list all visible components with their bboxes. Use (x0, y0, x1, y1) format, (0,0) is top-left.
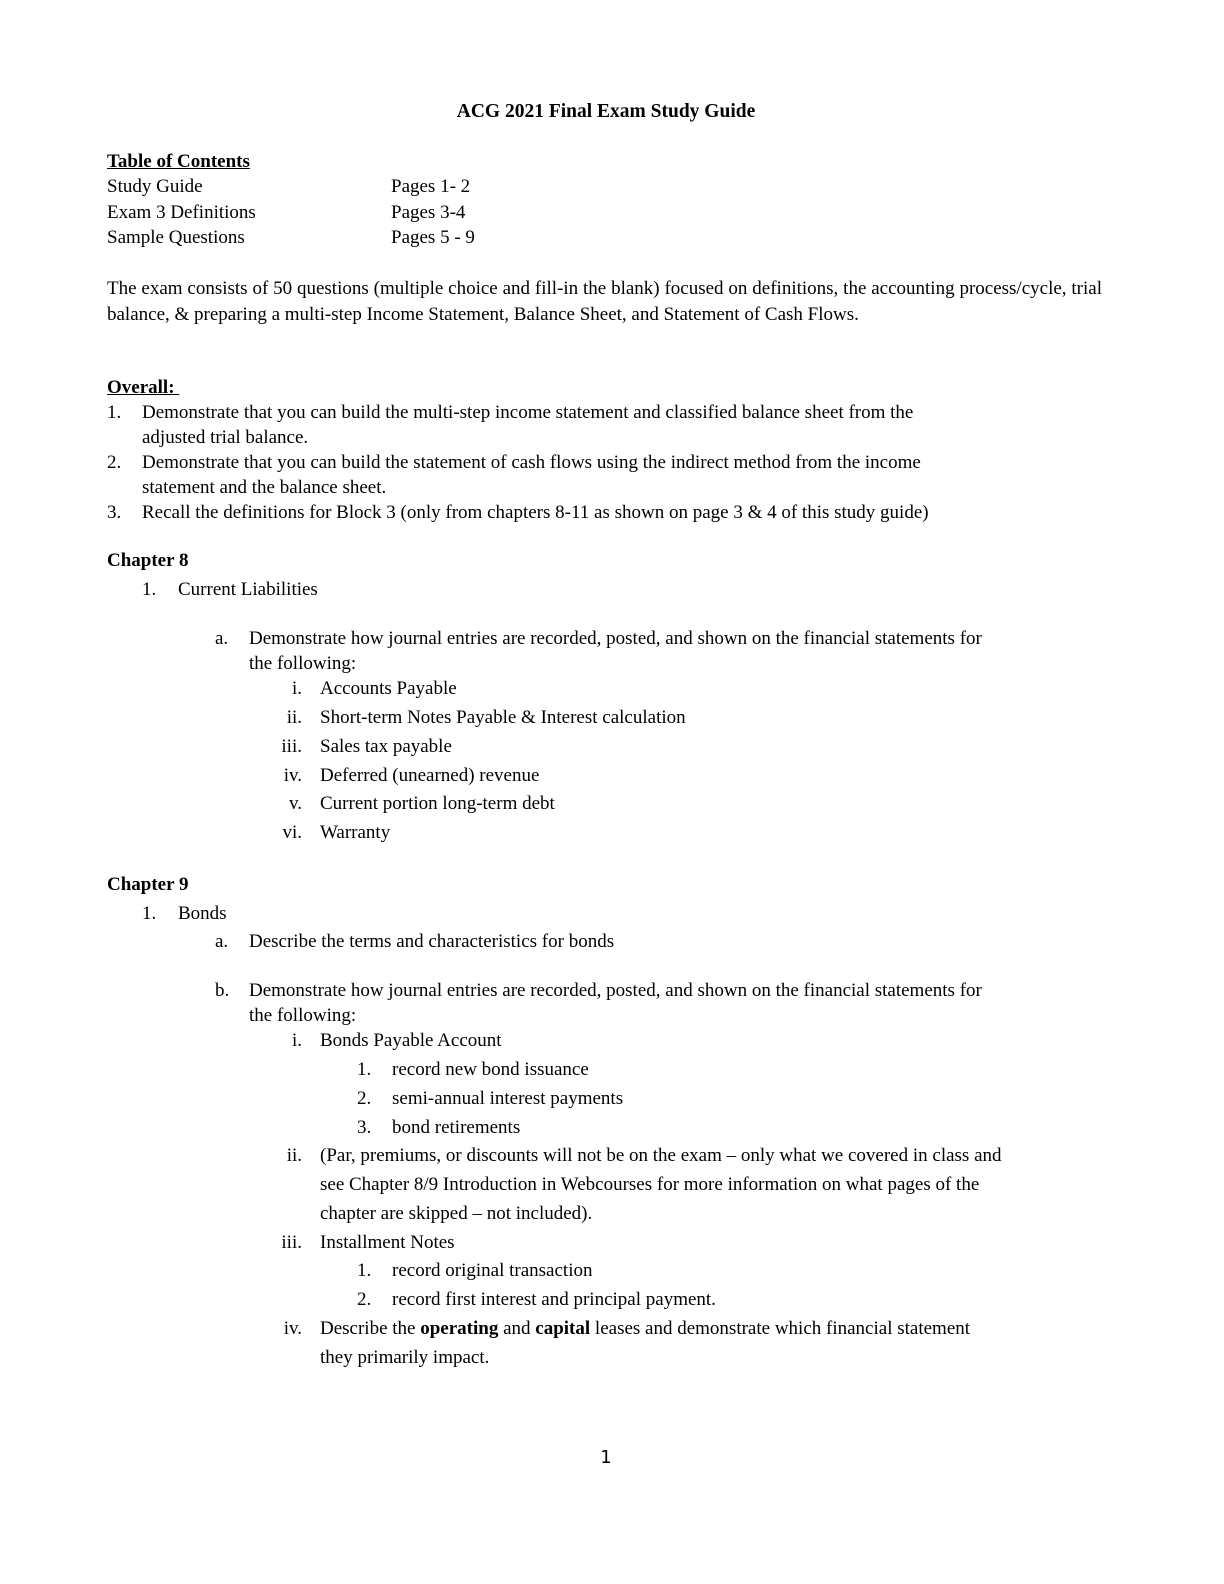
roman-numeral: iv. (283, 765, 302, 786)
text-run: leases and demonstrate which financial statement (590, 1318, 971, 1339)
list-number: 2. (107, 452, 122, 473)
list-number: 1. (357, 1059, 372, 1080)
list-item: Deferred (unearned) revenue (320, 765, 540, 786)
list-item: Accounts Payable (320, 678, 457, 699)
overall-heading: Overall: (107, 377, 180, 398)
toc-label: Exam 3 Definitions (107, 202, 256, 223)
roman-numeral: iii. (281, 736, 302, 757)
list-number: 1. (142, 903, 157, 924)
page-title: ACG 2021 Final Exam Study Guide (456, 101, 756, 122)
roman-numeral: ii. (286, 1145, 302, 1166)
list-number: 2. (357, 1289, 372, 1310)
toc-pages: Pages 3-4 (391, 202, 466, 223)
roman-numeral: ii. (286, 707, 302, 728)
list-item: (Par, premiums, or discounts will not be on the exam – only what we covered in class and (320, 1145, 1002, 1166)
list-item (320, 1318, 970, 1341)
roman-numeral: iv. (283, 1318, 302, 1339)
list-number: 3. (107, 502, 122, 523)
page-number: 1 (600, 1447, 612, 1468)
list-item-continued: the following: (249, 1005, 357, 1026)
roman-numeral: i. (291, 678, 302, 699)
list-item: Current portion long-term debt (320, 793, 555, 814)
chapter-9-heading: Chapter 9 (107, 874, 189, 895)
list-item: semi-annual interest payments (392, 1088, 624, 1109)
toc-label: Study Guide (107, 176, 203, 197)
toc-pages: Pages 5 - 9 (391, 227, 475, 248)
list-item: Demonstrate that you can build the statement of cash flows using the indirect method from the income (142, 452, 921, 473)
list-number: 2. (357, 1088, 372, 1109)
roman-numeral: v. (288, 793, 302, 814)
list-number: 3. (357, 1117, 372, 1138)
list-letter: a. (215, 931, 229, 952)
list-item: record original transaction (392, 1260, 593, 1281)
list-item: Recall the definitions for Block 3 (only from chapters 8-11 as shown on page 3 & 4 of this study guide) (142, 502, 929, 523)
list-item: Describe the terms and characteristics for bonds (249, 931, 615, 952)
list-item-continued: adjusted trial balance. (142, 427, 309, 448)
list-item: Demonstrate that you can build the multi-step income statement and classified balance sheet from the (142, 402, 914, 423)
toc-heading: Table of Contents (107, 151, 250, 172)
list-item-continued: statement and the balance sheet. (142, 477, 387, 498)
list-item: Bonds (178, 903, 227, 924)
list-item: Demonstrate how journal entries are recorded, posted, and shown on the financial statements for (249, 628, 982, 649)
list-item: Short-term Notes Payable & Interest calculation (320, 707, 686, 728)
list-item: record first interest and principal payment. (392, 1289, 716, 1310)
toc-pages: Pages 1- 2 (391, 176, 471, 197)
list-item: Bonds Payable Account (320, 1030, 502, 1051)
list-number: 1. (357, 1260, 372, 1281)
list-item: Warranty (320, 822, 391, 843)
text-run: Describe the (320, 1318, 421, 1339)
list-letter: b. (215, 980, 230, 1001)
toc-label: Sample Questions (107, 227, 245, 248)
list-item-continued: see Chapter 8/9 Introduction in Webcourses for more information on what pages of the (320, 1174, 980, 1195)
chapter-8-heading: Chapter 8 (107, 550, 189, 571)
list-item-continued: chapter are skipped – not included). (320, 1203, 593, 1224)
list-item: Demonstrate how journal entries are recorded, posted, and shown on the financial statements for (249, 980, 982, 1001)
list-item-continued: the following: (249, 653, 357, 674)
roman-numeral: vi. (282, 822, 302, 843)
list-number: 1. (107, 402, 122, 423)
roman-numeral: iii. (281, 1232, 302, 1253)
list-letter: a. (215, 628, 229, 649)
text-run: and (498, 1318, 536, 1339)
bold-term-capital: capital (535, 1318, 591, 1339)
list-item: record new bond issuance (392, 1059, 589, 1080)
list-item: bond retirements (392, 1117, 521, 1138)
list-item: Installment Notes (320, 1232, 455, 1253)
list-item: Sales tax payable (320, 736, 452, 757)
list-item-continued: they primarily impact. (320, 1347, 490, 1368)
list-number: 1. (142, 579, 157, 600)
bold-term-operating: operating (420, 1318, 499, 1339)
list-item: Current Liabilities (178, 579, 318, 600)
roman-numeral: i. (291, 1030, 302, 1051)
intro-paragraph: The exam consists of 50 questions (multiple choice and fill-in the blank) focused on definitions, the accounting process/cycle, trial balance, & preparing a multi-step Income Statement, Balance Sheet, and Statement of Cash Flows. (107, 278, 1102, 325)
